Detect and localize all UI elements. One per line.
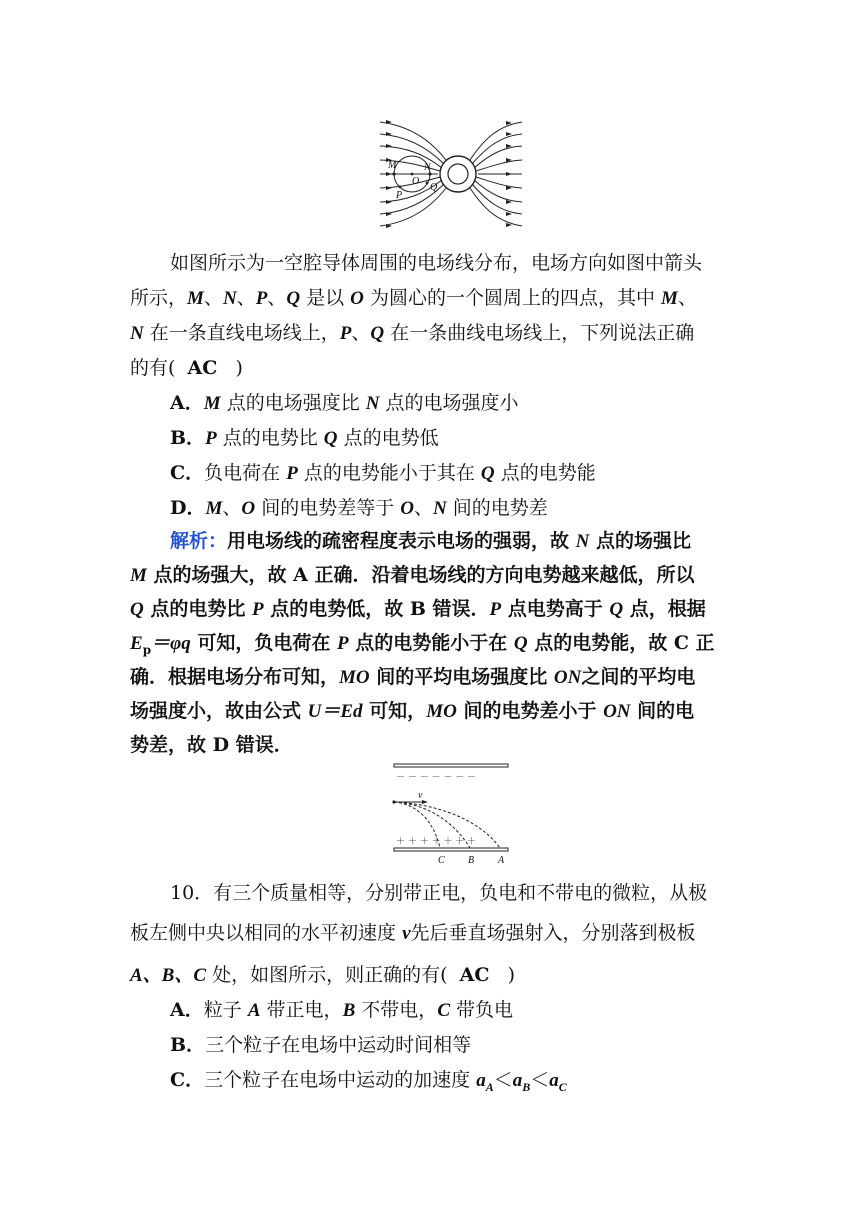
- var-a-accel: a: [512, 1070, 523, 1091]
- q9-stem-line1: [170, 246, 702, 281]
- option-text: 点的电势低: [343, 427, 439, 449]
- option-text: 带负电: [456, 999, 514, 1021]
- var-p: P: [286, 463, 298, 484]
- option-text: 点的电场强度比: [226, 392, 360, 414]
- q9-solution-line5: [130, 660, 695, 695]
- var-p: P: [339, 323, 352, 344]
- option-text: 点的电势能小于其在: [303, 462, 475, 484]
- var-q: Q: [513, 633, 528, 654]
- option-label: B．: [170, 1034, 206, 1056]
- fig1-label-q: Q: [430, 182, 438, 193]
- fig1-label-m: M: [388, 160, 397, 171]
- q9-solution-line3: [130, 592, 706, 627]
- option-label: A．: [170, 999, 204, 1021]
- sep: 、: [236, 287, 256, 309]
- option-text: 点的电势比: [222, 427, 318, 449]
- formula-e: E: [130, 633, 143, 654]
- q9-stem-line3: [130, 316, 694, 351]
- var-m: M: [661, 288, 678, 309]
- solution-text: 点的电势能小于在: [355, 632, 508, 654]
- var-n: N: [365, 393, 380, 414]
- solution-text: 点的场强比: [596, 530, 692, 552]
- q9-option-c: [170, 456, 596, 491]
- q9-stem-text: 在一条直线电场线上，: [149, 322, 340, 344]
- sub-a: A: [485, 1079, 494, 1094]
- q9-solution-line6: [130, 694, 694, 729]
- option-text: 间的电势差等于: [261, 497, 395, 519]
- var-o: O: [350, 288, 364, 309]
- solution-text: 间的电: [637, 700, 695, 722]
- sep: 、: [351, 322, 371, 344]
- option-text: 不带电，: [361, 999, 438, 1021]
- var-q: Q: [130, 599, 144, 620]
- sub-c: C: [558, 1079, 567, 1094]
- q10-stem-text: 10．有三个质量相等，分别带正电，负电和不带电的微粒，从极: [170, 882, 708, 904]
- var-p: P: [336, 633, 349, 654]
- solution-text: 点的电势比: [150, 598, 246, 620]
- fig1-label-n: N: [424, 162, 431, 173]
- var-q: Q: [286, 288, 301, 309]
- q10-stem-text: 处，如图所示，则正确的有(: [212, 964, 448, 986]
- q10-stem-line1: [170, 876, 707, 911]
- var-n: N: [222, 288, 237, 309]
- fig2-minus-charges: － － － － － － －: [396, 773, 477, 783]
- fig1-label-o: O: [412, 176, 420, 187]
- solution-text: 可知，负电荷在: [197, 632, 331, 654]
- var-on: ON: [603, 701, 631, 722]
- option-label: D．: [170, 497, 206, 519]
- q10-option-a: [170, 993, 513, 1028]
- var-m: M: [205, 498, 223, 519]
- var-m: M: [130, 565, 147, 586]
- solution-text: 之间的平均电: [581, 666, 696, 688]
- fig2-label-v: v: [418, 790, 423, 801]
- var-p: P: [205, 428, 217, 449]
- var-a: A: [247, 1000, 261, 1021]
- q9-stem-text: 的有(: [130, 357, 176, 379]
- q9-close-paren: ): [235, 357, 243, 379]
- var-q: Q: [480, 463, 495, 484]
- var-n: N: [575, 531, 590, 552]
- var-a-accel: a: [476, 1070, 486, 1091]
- solution-text: 场强度小，故由公式: [130, 700, 302, 722]
- var-c: C: [437, 1000, 450, 1021]
- q10-option-b: [170, 1028, 471, 1063]
- q9-solution-line7: [130, 728, 293, 763]
- q9-solution-line2: [130, 558, 695, 593]
- solution-text: 可知，: [369, 700, 427, 722]
- sep: 、: [267, 287, 287, 309]
- var-b: B: [342, 1000, 356, 1021]
- var-q: Q: [370, 323, 385, 344]
- option-text: 粒子: [203, 999, 242, 1021]
- option-label: A．: [170, 392, 204, 414]
- var-mo: MO: [339, 667, 370, 688]
- q9-stem-line4: [130, 351, 243, 386]
- solution-text: 用电场线的疏密程度表示电场的强弱，故: [227, 530, 570, 552]
- solution-text: 点的电势能，故 C 正: [534, 632, 715, 654]
- var-m: M: [187, 288, 204, 309]
- solution-text: 间的电势差小于: [463, 700, 597, 722]
- less-than: ＜: [493, 1069, 513, 1091]
- less-than: ＜: [530, 1069, 550, 1091]
- fig2-plus-charges: ＋ ＋ ＋ ＋ ＋ ＋ ＋: [396, 837, 477, 847]
- sep: 、: [203, 287, 223, 309]
- var-p: P: [255, 288, 268, 309]
- q10-stem-text: 先后垂直场强射入，分别落到极板: [410, 922, 696, 944]
- field-lines-figure: [372, 112, 528, 234]
- formula-phi-q: ＝φq: [151, 633, 191, 654]
- sep: 、: [413, 497, 433, 519]
- option-text: 点的电场强度小: [385, 392, 519, 414]
- q10-close-paren: ): [507, 964, 516, 986]
- q9-solution-line1: [170, 524, 691, 559]
- q9-stem-text: 如图所示为一空腔导体周围的电场线分布，电场方向如图中箭头: [170, 252, 703, 274]
- solution-text: 点的电势低，故 B 错误．: [270, 598, 490, 620]
- q10-option-c: [170, 1063, 567, 1105]
- q9-option-a: [170, 386, 519, 421]
- q10-stem-text: 板左侧中央以相同的水平初速度: [130, 922, 397, 944]
- sep: 、: [677, 287, 697, 309]
- option-label: B．: [170, 427, 206, 449]
- q10-stem-line2: [130, 916, 696, 951]
- var-p: P: [489, 599, 502, 620]
- var-n: N: [433, 498, 447, 519]
- var-mo: MO: [426, 701, 457, 722]
- option-label: C．: [170, 462, 205, 484]
- var-abc: A、B、C: [130, 965, 207, 986]
- q9-stem-text: 在一条曲线电场线上，下列说法正确: [390, 322, 695, 344]
- q9-stem-line2: [130, 281, 697, 316]
- q9-stem-text: 所示，: [130, 287, 188, 309]
- q9-answer: AC: [187, 357, 218, 379]
- q9-option-b: [170, 421, 439, 456]
- sep: 、: [222, 497, 242, 519]
- option-label: C．: [170, 1069, 205, 1091]
- solution-text: 点的场强大，故 A 正确．沿着电场线的方向电势越来越低，所以: [153, 564, 695, 586]
- sub-b: B: [522, 1079, 531, 1094]
- capacitor-trajectory-figure: [388, 760, 514, 868]
- fig2-label-c: C: [438, 855, 445, 866]
- fig2-label-a: A: [498, 855, 505, 866]
- solution-text: 点，根据: [629, 598, 706, 620]
- solution-text: 势差，故 D 错误．: [130, 734, 293, 756]
- fig2-label-b: B: [468, 855, 475, 866]
- formula-sub-p: p: [142, 642, 152, 657]
- fig1-label-p: P: [396, 190, 403, 201]
- formula-u-ed: U＝Ed: [307, 701, 363, 722]
- var-m: M: [203, 393, 221, 414]
- var-v: v: [402, 923, 411, 944]
- q9-stem-text: 为圆心的一个圆周上的四点，其中: [369, 287, 655, 309]
- option-text: 带正电，: [266, 999, 343, 1021]
- q9-stem-text: 是以: [306, 287, 345, 309]
- option-text: 负电荷在: [204, 462, 281, 484]
- var-n: N: [130, 323, 144, 344]
- var-p: P: [252, 599, 264, 620]
- var-a-accel: a: [549, 1070, 559, 1091]
- var-q: Q: [323, 428, 338, 449]
- q10-answer: AC: [459, 964, 490, 986]
- var-o: O: [241, 498, 256, 519]
- solution-text: 确．根据电场分布可知，: [130, 666, 340, 688]
- var-q: Q: [609, 599, 624, 620]
- option-text: 间的电势差: [452, 497, 548, 519]
- option-text: 点的电势能: [500, 462, 596, 484]
- var-o: O: [400, 498, 414, 519]
- option-text: 三个粒子在电场中运动的加速度: [204, 1069, 471, 1091]
- q10-stem-line3: [130, 958, 515, 993]
- q9-option-d: [170, 491, 548, 526]
- option-text: 三个粒子在电场中运动时间相等: [205, 1034, 472, 1056]
- solution-label: 解析：: [170, 530, 228, 552]
- var-on: ON: [553, 667, 582, 688]
- solution-text: 点电势高于: [507, 598, 603, 620]
- solution-text: 间的平均电场强度比: [376, 666, 548, 688]
